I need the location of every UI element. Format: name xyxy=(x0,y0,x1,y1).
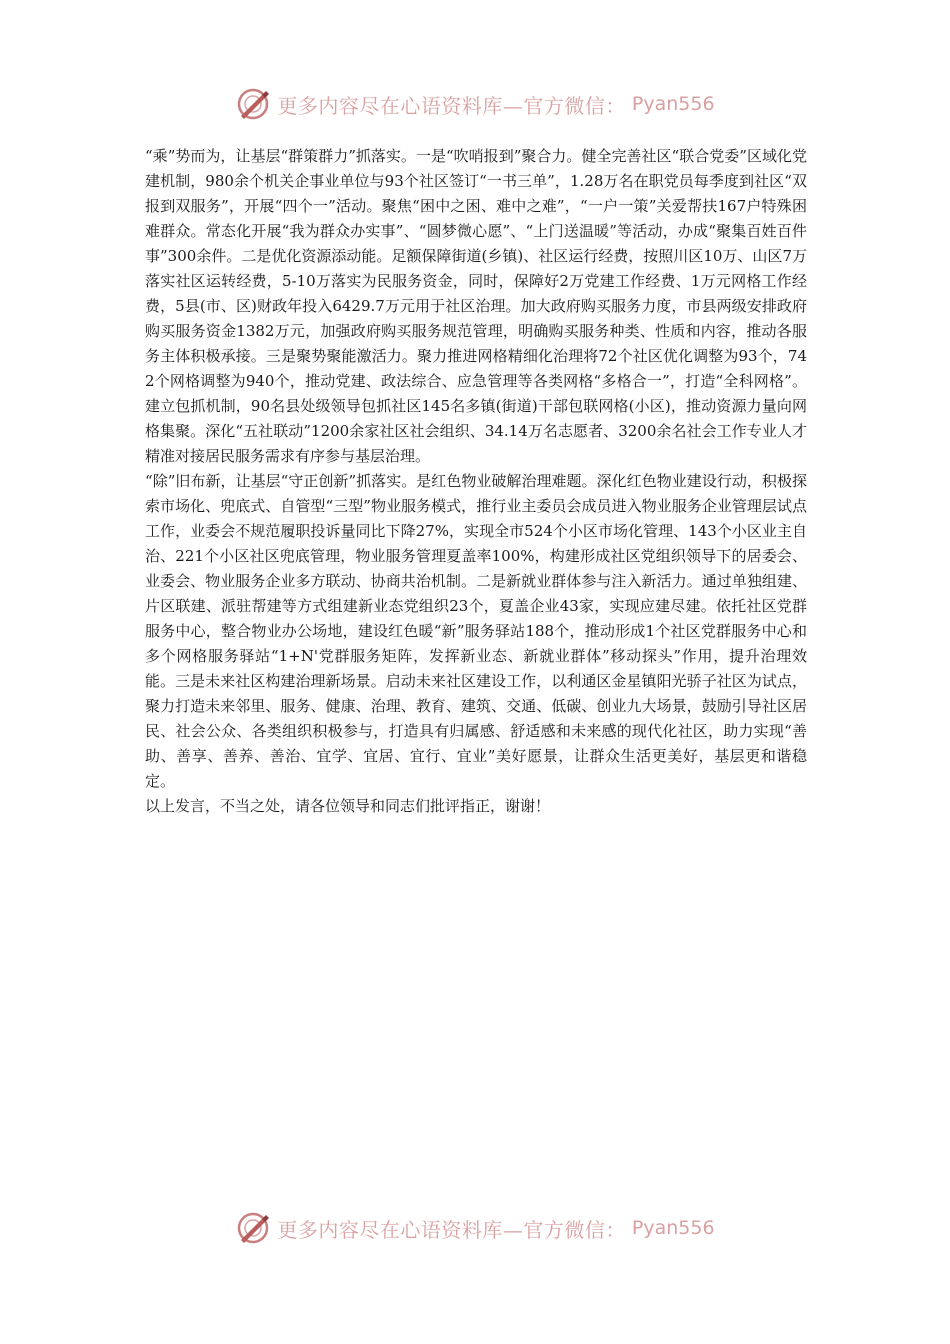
pen-circle-logo-icon xyxy=(235,86,271,122)
paragraph-closing: 以上发言，不当之处，请各位领导和同志们批评指正，谢谢！ xyxy=(145,797,551,815)
paragraph-2: “除”旧布新，让基层“守正创新”抓落实。是红色物业破解治理难题。深化红色物业建设行动，积极探索市场化、兜底式、自管型“三型”物业服务模式，推行业主委员会成员进入物业服务企业管理层试点工作，业委会不规范履职投诉量同比下降27%，实现全市524个小区市场化管理、143个小区业主自治、221个小区社区兜底管理，物业服务管理夏盖率100%，构建形成社区党组织领导下的居委会、业委会、物业服务企业多方联动、协商共治机制。二是新就业群体参与注入新活力。通过单独组建、片区联建、派驻帮建等方式组建新业态党组织23个，夏盖企业43家，实现应建尽建。依托社区党群服务中心，整合物业办公场地，建设红色暖“新”服务驿站188个，推动形成1个社区党群服务中心和多个网格服务驿站“1+N'党群服务矩阵，发挥新业态、新就业群体”移动探头”作用，提升治理效能。三是未来社区构建治理新场景。启动未来社区建设工作，以利通区金星镇阳光骄子社区为试点，聚力打造未来邻里、服务、健康、治理、教育、建筑、交通、低碳、创业九大场景，鼓励引导社区居民、社会公众、各类组织积极参与，打造具有归属感、舒适感和未来感的现代化社区，助力实现“善助、善享、善养、善治、宜学、宜居、宜行、宜业”美好愿景，让群众生活更美好，基层更和谐稳定。 xyxy=(145,472,807,790)
pen-circle-logo-icon xyxy=(235,1210,271,1246)
watermark-wechat-id: Pyan556 xyxy=(631,93,715,115)
watermark-text: 更多内容尽在心语资料库—官方微信： xyxy=(277,1217,626,1242)
paragraph-1: “乘”势而为，让基层“群策群力”抓落实。一是“吹哨报到”聚合力。健全完善社区“联合党委”区域化党建机制，980余个机关企事业单位与93个社区签订“一书三单”，1.28万名在职党员每季度到社区“双报到双服务”，开展“四个一”活动。聚焦“困中之困、难中之难”，“一户一策”关爱帮扶167户特殊困难群众。常态化开展“我为群众办实事”、“圆梦微心愿”、“上门送温暖”等活动，办成“聚集百姓百件事”300余件。二是优化资源添动能。足额保障街道(乡镇)、社区运行经费，按照川区10万、山区7万落实社区运转经费，5-10万落实为民服务资金，同时，保障好2万党建工作经费、1万元网格工作经费，5县(市、区)财政年投入6429.7万元用于社区治理。加大政府购买服务力度，市县两级安排政府购买服务资金1382万元，加强政府购买服务规范管理，明确购买服务种类、性质和内容，推动各服务主体积极承接。三是聚势聚能激活力。聚力推进网格精细化治理将72个社区优化调整为93个，742个网格调整为940个，推动党建、政法综合、应急管理等各类网格“多格合一”，打造“全科网格”。建立包抓机制，90名县处级领导包抓社区145名多镇(街道)干部包联网格(小区)，推动资源力量向网格集聚。深化“五社联动”1200余家社区社会组织、34.14万名志愿者、3200余名社会工作专业人才精准对接居民服务需求有序参与基层治理。 xyxy=(145,147,807,465)
footer-watermark xyxy=(0,1208,950,1248)
document-body xyxy=(145,144,807,819)
header-watermark xyxy=(0,84,950,124)
watermark-text: 更多内容尽在心语资料库—官方微信： xyxy=(277,93,626,118)
watermark-wechat-id: Pyan556 xyxy=(631,1217,715,1239)
